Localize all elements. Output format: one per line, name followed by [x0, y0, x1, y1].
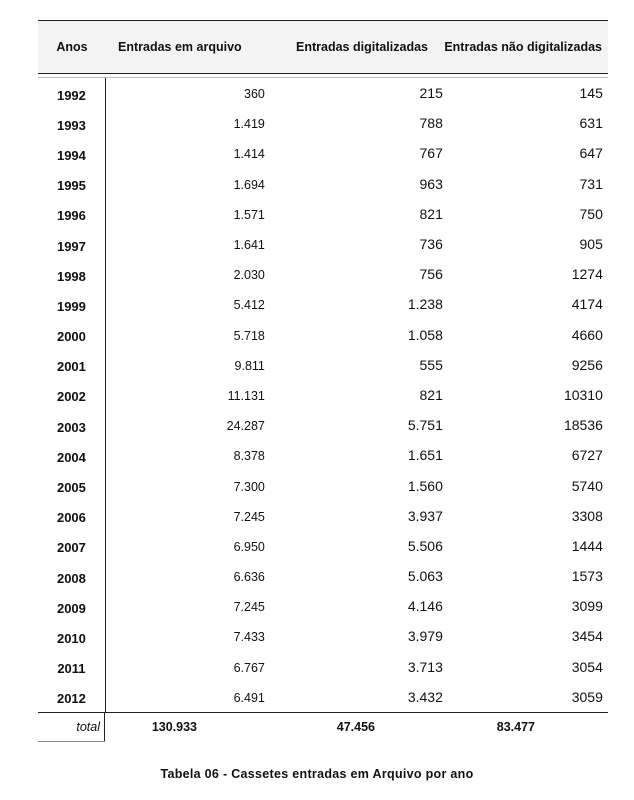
table-row — [106, 289, 608, 319]
digitalizadas-cell: 5.063 — [407, 568, 443, 585]
arquivo-cell: 6.491 — [233, 690, 265, 705]
total-digitalizadas: 47.456 — [336, 719, 375, 734]
nao-digitalizadas-cell: 9256 — [571, 356, 603, 373]
year-cell: 2001 — [56, 359, 86, 375]
table-row — [38, 350, 105, 380]
cassettes-table — [38, 20, 608, 742]
digitalizadas-cell: 5.506 — [407, 537, 443, 554]
arquivo-cell: 7.245 — [233, 600, 265, 615]
digitalizadas-cell: 1.560 — [407, 477, 443, 494]
nao-digitalizadas-cell: 1573 — [571, 568, 603, 585]
year-cell: 1997 — [56, 238, 86, 254]
table-row — [38, 531, 105, 561]
digitalizadas-cell: 1.651 — [407, 447, 443, 464]
header-anos: Anos — [56, 40, 88, 54]
digitalizadas-cell: 821 — [419, 386, 443, 403]
table-row — [38, 320, 105, 350]
digitalizadas-cell: 821 — [419, 205, 443, 222]
year-cell: 1998 — [56, 268, 86, 284]
arquivo-cell: 6.767 — [233, 660, 265, 675]
year-cell: 1992 — [56, 87, 86, 103]
table-row — [38, 169, 105, 199]
table-row — [38, 621, 105, 651]
year-cell: 2010 — [56, 630, 86, 646]
table-header — [38, 21, 608, 74]
nao-digitalizadas-cell: 10310 — [563, 386, 603, 403]
digitalizadas-cell: 1.058 — [407, 326, 443, 343]
nao-digitalizadas-cell: 18536 — [563, 417, 603, 434]
year-cell: 2009 — [56, 600, 86, 616]
nao-digitalizadas-cell: 3308 — [571, 507, 603, 524]
nao-digitalizadas-cell: 3099 — [571, 598, 603, 615]
digitalizadas-cell: 5.751 — [407, 417, 443, 434]
digitalizadas-cell: 4.146 — [407, 598, 443, 615]
table-row — [106, 199, 608, 229]
header-entradas-arquivo: Entradas em arquivo — [118, 40, 242, 54]
arquivo-cell: 5.412 — [233, 298, 265, 313]
arquivo-cell: 7.245 — [233, 509, 265, 524]
table-row — [106, 380, 608, 410]
year-cell: 2006 — [56, 510, 86, 526]
table-row — [106, 501, 608, 531]
table-row — [106, 78, 608, 108]
arquivo-cell: 1.694 — [233, 177, 265, 192]
arquivo-cell: 7.433 — [233, 630, 265, 645]
nao-digitalizadas-cell: 3054 — [571, 658, 603, 675]
table-row — [106, 320, 608, 350]
nao-digitalizadas-cell: 1444 — [571, 537, 603, 554]
arquivo-cell: 24.287 — [226, 419, 265, 434]
arquivo-cell: 9.811 — [234, 358, 265, 373]
table-row — [38, 410, 105, 440]
digitalizadas-cell: 788 — [419, 115, 443, 132]
digitalizadas-cell: 1.238 — [407, 296, 443, 313]
table-row — [38, 229, 105, 259]
table-row — [106, 108, 608, 138]
year-cell: 1999 — [56, 298, 86, 314]
year-cell: 2005 — [56, 480, 86, 496]
digitalizadas-cell: 3.713 — [407, 658, 443, 675]
nao-digitalizadas-cell: 631 — [579, 115, 603, 132]
arquivo-cell: 8.378 — [233, 449, 265, 464]
year-cell: 1993 — [56, 117, 86, 133]
table-row — [38, 591, 105, 621]
table-body — [38, 78, 608, 712]
nao-digitalizadas-cell: 905 — [579, 236, 603, 253]
year-cell: 2008 — [56, 570, 86, 586]
digitalizadas-cell: 736 — [419, 236, 443, 253]
table-row — [106, 229, 608, 259]
table-row — [106, 440, 608, 470]
table-row — [38, 682, 105, 712]
table-row — [106, 138, 608, 168]
nao-digitalizadas-cell: 145 — [579, 85, 603, 102]
table-row — [106, 531, 608, 561]
year-cell: 2000 — [56, 329, 86, 345]
digitalizadas-cell: 3.937 — [407, 507, 443, 524]
total-row — [38, 712, 608, 741]
nao-digitalizadas-cell: 5740 — [571, 477, 603, 494]
arquivo-cell: 1.641 — [233, 238, 265, 253]
table-row — [38, 470, 105, 500]
nao-digitalizadas-cell: 750 — [579, 205, 603, 222]
nao-digitalizadas-cell: 6727 — [571, 447, 603, 464]
table-row — [38, 259, 105, 289]
year-column — [38, 78, 106, 712]
total-nao-digitalizadas: 83.477 — [496, 719, 535, 734]
year-cell: 1995 — [56, 178, 86, 194]
table-row — [106, 169, 608, 199]
digitalizadas-cell: 756 — [419, 266, 443, 283]
year-cell: 2011 — [57, 661, 86, 677]
arquivo-cell: 6.950 — [233, 539, 265, 554]
year-cell: 2007 — [56, 540, 86, 556]
table-row — [106, 410, 608, 440]
table-row — [38, 289, 105, 319]
digitalizadas-cell: 3.979 — [407, 628, 443, 645]
nao-digitalizadas-cell: 4660 — [571, 326, 603, 343]
header-entradas-digitalizadas: Entradas digitalizadas — [296, 40, 428, 54]
digitalizadas-cell: 963 — [419, 175, 443, 192]
nao-digitalizadas-cell: 4174 — [571, 296, 603, 313]
digitalizadas-cell: 555 — [419, 356, 443, 373]
table-row — [38, 138, 105, 168]
nao-digitalizadas-cell: 3454 — [571, 628, 603, 645]
table-row — [106, 470, 608, 500]
total-arquivo: 130.933 — [151, 719, 197, 734]
table-row — [38, 199, 105, 229]
header-entradas-nao-digitalizadas: Entradas não digitalizadas — [444, 40, 602, 54]
nao-digitalizadas-cell: 731 — [579, 175, 603, 192]
table-row — [38, 652, 105, 682]
table-row — [38, 501, 105, 531]
table-row — [106, 682, 608, 712]
arquivo-cell: 7.300 — [233, 479, 265, 494]
data-columns — [106, 78, 608, 712]
table-row — [38, 78, 105, 108]
year-cell: 1996 — [56, 208, 86, 224]
arquivo-cell: 11.131 — [227, 388, 265, 403]
arquivo-cell: 1.414 — [233, 147, 265, 162]
arquivo-cell: 1.571 — [233, 207, 265, 222]
table-row — [106, 259, 608, 289]
nao-digitalizadas-cell: 647 — [579, 145, 603, 162]
year-cell: 2004 — [56, 449, 86, 465]
year-cell: 1994 — [56, 147, 86, 163]
arquivo-cell: 2.030 — [233, 268, 265, 283]
year-cell: 2012 — [56, 691, 86, 707]
table-row — [106, 621, 608, 651]
year-cell: 2003 — [56, 419, 86, 435]
arquivo-cell: 5.718 — [233, 328, 265, 343]
year-cell: 2002 — [56, 389, 86, 405]
table-row — [38, 108, 105, 138]
table-row — [38, 440, 105, 470]
table-row — [38, 561, 105, 591]
table-row — [106, 652, 608, 682]
table-row — [106, 591, 608, 621]
total-label: total — [38, 713, 105, 741]
nao-digitalizadas-cell: 1274 — [571, 266, 603, 283]
digitalizadas-cell: 215 — [419, 85, 443, 102]
digitalizadas-cell: 3.432 — [407, 688, 443, 705]
nao-digitalizadas-cell: 3059 — [571, 688, 603, 705]
table-row — [106, 350, 608, 380]
arquivo-cell: 1.419 — [233, 117, 265, 132]
arquivo-cell: 360 — [244, 87, 265, 102]
table-row — [106, 561, 608, 591]
table-row — [38, 380, 105, 410]
arquivo-cell: 6.636 — [233, 570, 265, 585]
digitalizadas-cell: 767 — [419, 145, 443, 162]
total-bottom-rule — [38, 741, 105, 742]
table-caption: Tabela 06 - Cassetes entradas em Arquivo por ano — [160, 767, 474, 781]
